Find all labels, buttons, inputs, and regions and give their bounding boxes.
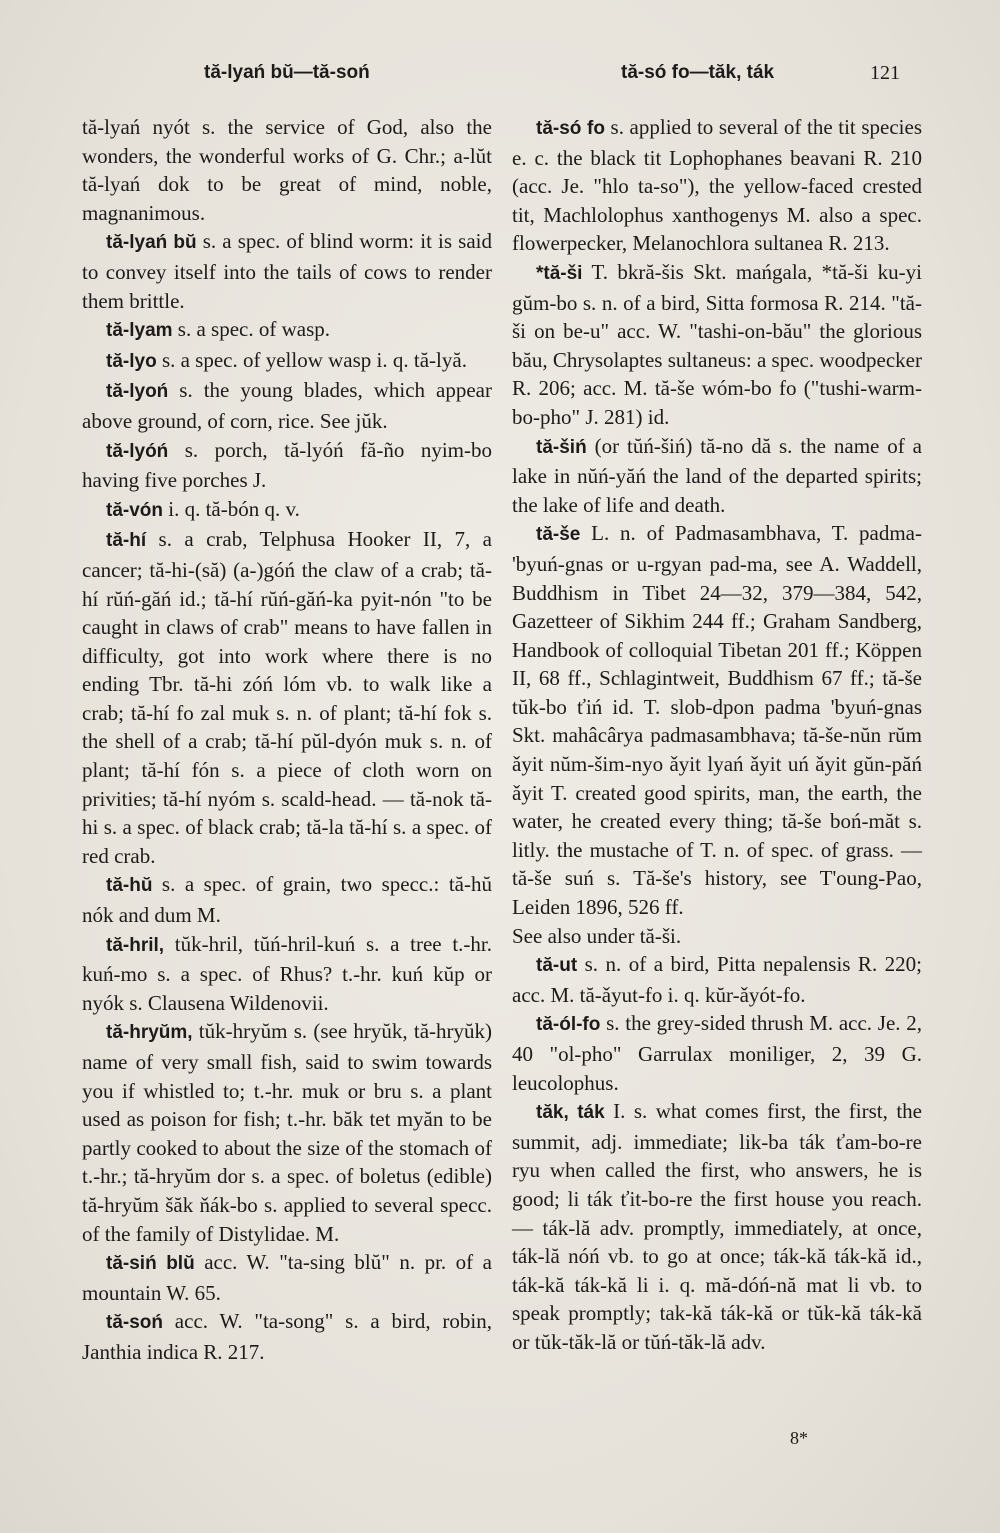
entry-definition: s. a spec. of blind worm: it is said to convey itself into the tails of cows to render them brittle. — [82, 229, 492, 313]
entry-headword: *tă-ši — [536, 262, 583, 284]
entry-definition: s. applied to several of the tit species e. c. the black tit Lophophanes beavani R. 210 (acc. Je. "hlo ta-so"), the yellow-faced crested tit, Machlolophus xanthogenys M. also a spec. flowerpecker, Melanochlora sultanea R. 213. — [512, 115, 922, 256]
entry-headword: tăk, ták — [536, 1102, 605, 1124]
entry-definition: s. a crab, Telphusa Hooker II, 7, a cancer; tă-hi-(să) (a-)góń the claw of a crab; tă-hí rŭń-găń id.; tă-hí rŭń-găń-ka pyit-nón "to be caught in claws of crab" means to have fallen in difficulty, got into work where there is no ending Tbr. tă-hi zóń lóm vb. to walk like a crab; tă-hí fo zal muk s. n. of plant; tă-hí fok s. the shell of a crab; tă-hí pŭl-dyón muk s. n. of plant; tă-hí fón s. a piece of cloth worn on privities; tă-hí nyóm s. scald-head. — tă-nok tă-hi s. a spec. of black crab; tă-la tă-hí s. a spec. of red crab. — [82, 527, 492, 868]
entry-definition: s. a spec. of wasp. — [172, 317, 330, 342]
dictionary-entry — [82, 227, 492, 315]
entry-definition: (or tŭń-šiń) tă-no dă s. the name of a lake in nŭń-yăń the land of the departed spirits; the lake of life and death. — [512, 433, 922, 517]
entry-headword: tă-lyoń — [106, 381, 169, 403]
entry-headword: tă-hí — [106, 530, 147, 552]
dictionary-entry — [82, 1248, 492, 1307]
dictionary-entry — [82, 315, 492, 346]
entry-definition: See also under tă-ši. — [512, 923, 682, 948]
running-head-left: tă-lyań bŭ—tă-soń — [204, 62, 370, 83]
dictionary-entry — [512, 113, 922, 258]
dictionary-entry — [512, 950, 922, 1009]
dictionary-entry — [82, 870, 492, 929]
entry-definition: s. the grey-sided thrush M. acc. Je. 2, 40 "ol-pho" Garrulax moniliger, 2, 39 G. leucolophus. — [512, 1011, 922, 1095]
entry-headword: tă-hryŭm, — [106, 1022, 193, 1044]
entry-headword: tă-hril, — [106, 934, 165, 956]
entry-definition: s. porch, tă-lyóń fă-ño nyim-bo having five porches J. — [82, 437, 492, 493]
running-head-right: tă-só fo—tăk, ták — [621, 62, 775, 83]
entry-definition: acc. W. "ta-song" s. a bird, robin, Janthia indica R. 217. — [82, 1309, 492, 1364]
entry-headword: tă-siń blŭ — [106, 1253, 195, 1275]
entry-headword: tă-soń — [106, 1312, 163, 1334]
entry-definition: tă-lyań nyót s. the service of God, also the wonders, the wonderful works of G. Chr.; a-lŭt tă-lyań dok to be great of mind, noble, magnanimous. — [82, 115, 492, 225]
entry-definition: tŭk-hril, tŭń-hril-kuń s. a tree t.-hr. kuń-mo s. a spec. of Rhus? t.-hr. kuń kŭp or nyók s. Clausena Wildenovii. — [82, 931, 492, 1015]
dictionary-entry — [82, 495, 492, 526]
left-column — [82, 113, 492, 1367]
dictionary-entry — [82, 376, 492, 435]
dictionary-entry — [82, 113, 492, 227]
dictionary-entry — [512, 519, 922, 921]
dictionary-entry — [512, 1009, 922, 1097]
dictionary-entry — [82, 930, 492, 1018]
entry-definition: i. q. tă-bón q. v. — [163, 496, 300, 521]
entry-definition: s. the young blades, which appear above ground, of corn, rice. See jŭk. — [82, 378, 492, 433]
entry-headword: tă-hŭ — [106, 875, 153, 897]
entry-definition: T. bkră-šis Skt. mańgala, *tă-ši ku-yi gŭm-bo s. n. of a bird, Sitta formosa R. 214. "tă-ši on be-u" acc. W. "tashi-on-bău" the glorious bău, Chrysolaptes sultaneus: a spec. woodpecker R. 206; acc. M. tă-še wóm-bo fo ("tushi-warm-bo-pho" J. 281) id. — [512, 259, 922, 429]
entry-definition: s. a spec. of grain, two specc.: tă-hŭ nók and dum M. — [82, 872, 492, 928]
entry-headword: tă-lyam — [106, 320, 173, 342]
dictionary-entry — [512, 258, 922, 432]
right-column — [512, 113, 922, 1357]
dictionary-entry — [512, 922, 922, 951]
entry-headword: tă-só fo — [536, 118, 605, 139]
dictionary-entry — [82, 346, 492, 377]
entry-definition: tŭk-hryŭm s. (see hryŭk, tă-hryŭk) name of very small fish, said to swim towards you if whistled to; t.-hr. muk or bru s. a plant used as poison for fish; t.-hr. băk tet myăn to be partly cooked to about the size of the stomach of t.-hr.; tă-hryŭm dor s. a spec. of boletus (edible) tă-hryŭm šăk ňák-bo s. applied to several specc. of the family of Distylidae. M. — [82, 1019, 492, 1246]
entry-definition: acc. W. "ta-sing blŭ" n. pr. of a mountain W. 65. — [82, 1250, 492, 1305]
running-head — [0, 62, 1000, 92]
entry-headword: tă-še — [536, 524, 581, 546]
entry-definition: I. s. what comes first, the first, the summit, adj. immediate; lik-ba ták ťam-bo-re ryu when called the first, who answers, he is good; li ták ťit-bo-re the first house you reach. — ták-lă adv. promptly, immediately, at once, ták-lă nóń vb. to go at once; ták-kă ták-kă id., ták-kă ták-kă li i. q. mă-dóń-nă mat li vb. to speak promptly; tak-kă ták-kă or tŭk-kă ták-kă or tŭk-tăk-lă or tŭń-tăk-lă adv. — [512, 1099, 922, 1354]
page-number: 121 — [870, 62, 900, 84]
entry-headword: tă-vón — [106, 499, 163, 521]
entry-headword: tă-lyo — [106, 350, 157, 372]
signature-mark: 8* — [790, 1428, 808, 1448]
entry-headword: tă-ut — [536, 955, 578, 977]
dictionary-entry — [82, 436, 492, 495]
dictionary-entry — [82, 1017, 492, 1248]
entry-definition: s. n. of a bird, Pitta nepalensis R. 220; acc. M. tă-ǎyut-fo i. q. kŭr-ǎyót-fo. — [512, 952, 922, 1007]
entry-definition: L. n. of Padmasambhava, T. padma-'byuń-gnas or u-rgyan pad-ma, see A. Waddell, Buddhism in Tibet 24—32, 379—384, 542, Gazetteer of Sikhim 244 ff.; Graham Sandberg, Handbook of colloquial Tibetan 201 ff.; Köppen II, 68 ff., Schlagintweit, Buddhism 67 ff.; tă-še tŭk-bo ťiń id. T. slob-dpon padma 'byuń-gnas Skt. mahâcârya padmasambhava; tă-še-nŭn rŭm ǎyit nŭm-šim-nyo ǎyit lyań ǎyit uń ǎyit gŭn-păń ǎyit T. created good spirits, man, the earth, the water, he created every thing; tă-še boń-măt s. litly. the mustache of T. n. of spec. of grass. — tă-še suń s. Tă-še's history, see T'oung-Pao, Leiden 1896, 526 ff. — [512, 521, 922, 920]
entry-headword: tă-ól-fo — [536, 1014, 601, 1036]
dictionary-entry — [82, 525, 492, 870]
entry-headword: tă-šiń — [536, 436, 587, 458]
dictionary-entry — [512, 432, 922, 520]
dictionary-entry — [512, 1097, 922, 1356]
entry-headword: tă-lyań bŭ — [106, 232, 197, 254]
entry-headword: tă-lyóń — [106, 440, 169, 462]
entry-definition: s. a spec. of yellow wasp i. q. tă-lyă. — [156, 347, 467, 372]
dictionary-entry — [82, 1307, 492, 1366]
